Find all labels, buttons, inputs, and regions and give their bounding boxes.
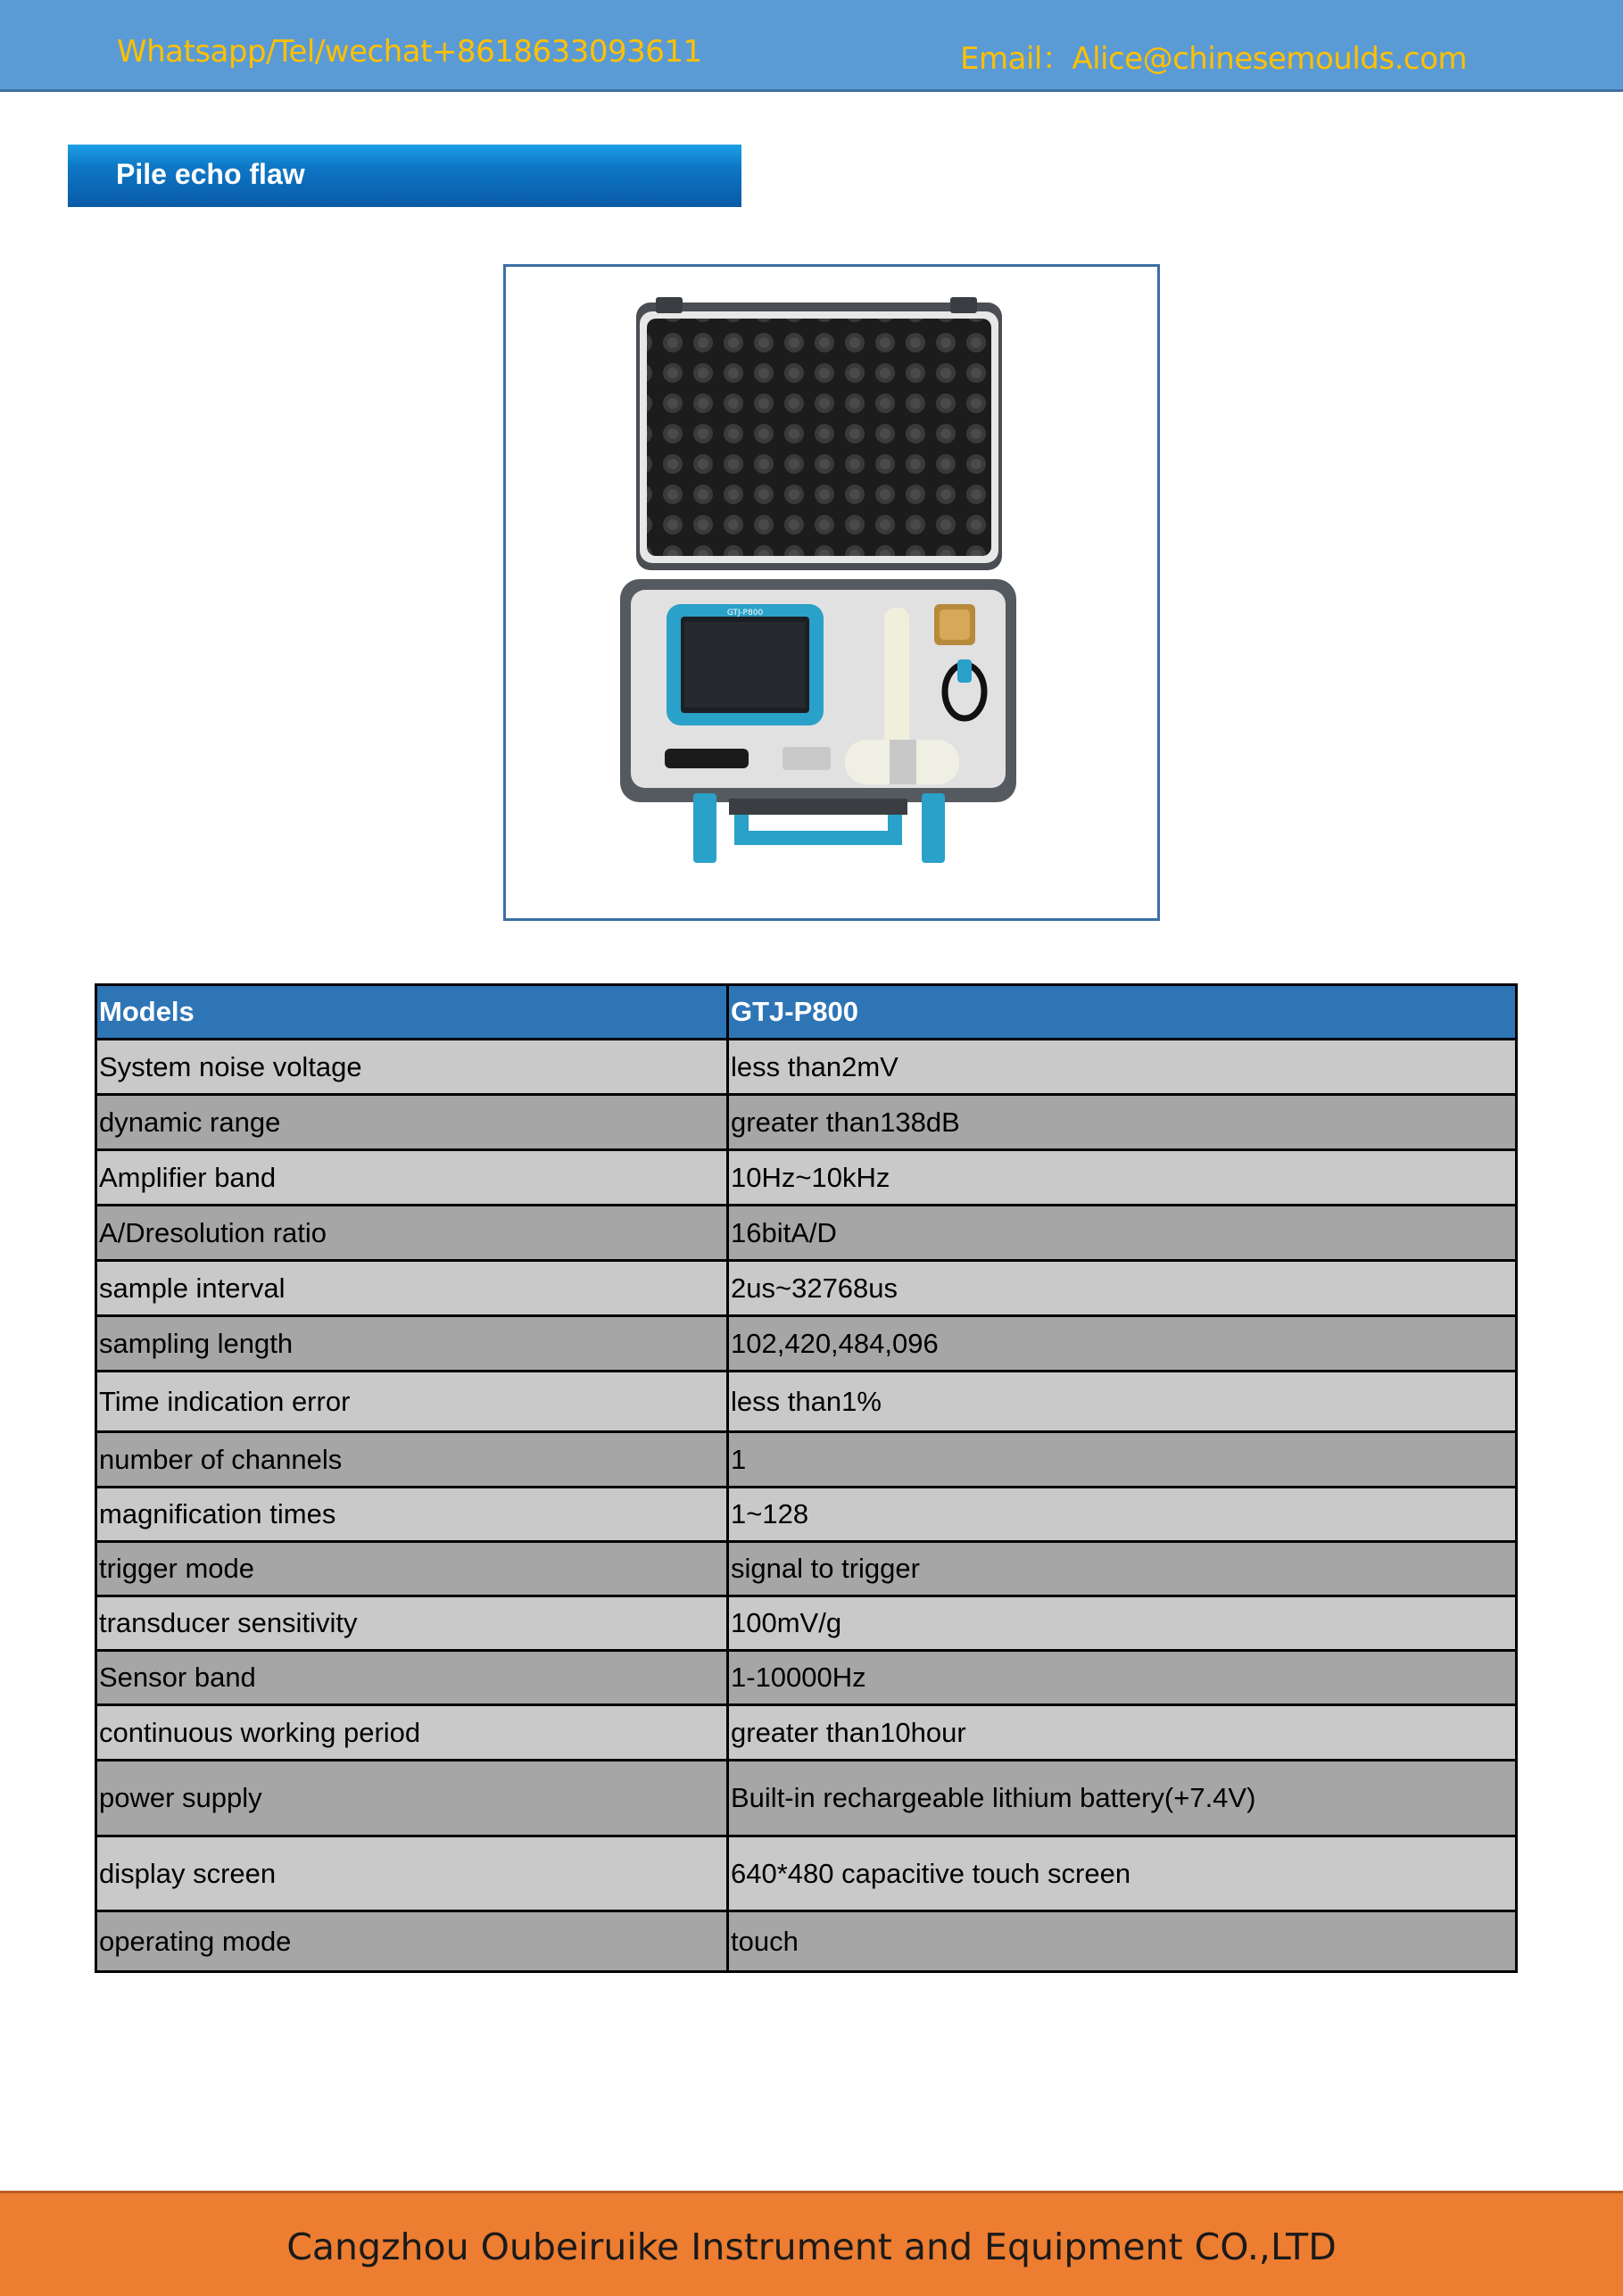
header-phone-text: Whatsapp/Tel/wechat+8618633093611 <box>117 34 702 70</box>
table-cell-label: Time indication error <box>96 1372 728 1432</box>
table-cell-label: Amplifier band <box>96 1150 728 1206</box>
table-cell-label: operating mode <box>96 1911 728 1972</box>
table-cell-label: dynamic range <box>96 1095 728 1150</box>
table-row <box>96 1596 1517 1651</box>
table-cell-label: trigger mode <box>96 1542 728 1596</box>
table-cell-label: power supply <box>96 1761 728 1836</box>
table-row <box>96 1316 1517 1372</box>
table-cell-value: greater than10hour <box>728 1705 1517 1761</box>
table-row <box>96 1261 1517 1316</box>
table-cell-value: Built-in rechargeable lithium battery(+7.4V) <box>728 1761 1517 1836</box>
table-header-row <box>96 985 1517 1040</box>
table-cell-value: 100mV/g <box>728 1596 1517 1651</box>
table-header-cell: GTJ-P800 <box>728 985 1517 1040</box>
footer-company-name: Cangzhou Oubeiruike Instrument and Equipment CO.,LTD <box>286 2226 1337 2268</box>
table-row <box>96 1040 1517 1095</box>
product-image-frame <box>503 264 1160 921</box>
table-cell-label: number of channels <box>96 1432 728 1488</box>
table-cell-label: A/Dresolution ratio <box>96 1206 728 1261</box>
section-title-banner <box>68 145 741 207</box>
table-row <box>96 1705 1517 1761</box>
table-cell-value: less than1% <box>728 1372 1517 1432</box>
table-row <box>96 1836 1517 1911</box>
table-cell-value: greater than138dB <box>728 1095 1517 1150</box>
product-photo-carrying-case-icon <box>506 267 1157 918</box>
table-cell-label: sample interval <box>96 1261 728 1316</box>
table-row <box>96 1150 1517 1206</box>
table-cell-value: 1~128 <box>728 1488 1517 1542</box>
table-cell-value: less than2mV <box>728 1040 1517 1095</box>
table-cell-value: signal to trigger <box>728 1542 1517 1596</box>
table-cell-value: 640*480 capacitive touch screen <box>728 1836 1517 1911</box>
table-cell-label: magnification times <box>96 1488 728 1542</box>
device-screen-title: GTJ-P800 <box>726 609 764 618</box>
table-cell-value: 102,420,484,096 <box>728 1316 1517 1372</box>
section-title: Pile echo flaw <box>116 158 305 190</box>
table-cell-label: sampling length <box>96 1316 728 1372</box>
table-row <box>96 1432 1517 1488</box>
table-row <box>96 1372 1517 1432</box>
table-row <box>96 1761 1517 1836</box>
company-footer-bar <box>0 2191 1623 2296</box>
table-cell-value: 16bitA/D <box>728 1206 1517 1261</box>
table-cell-value: 2us~32768us <box>728 1261 1517 1316</box>
table-cell-value: touch <box>728 1911 1517 1972</box>
table-row <box>96 1651 1517 1705</box>
header-email-text: Email：Alice@chinesemoulds.com <box>960 41 1468 77</box>
specification-table <box>95 983 1518 1973</box>
table-row <box>96 1911 1517 1972</box>
table-cell-label: transducer sensitivity <box>96 1596 728 1651</box>
table-cell-label: Sensor band <box>96 1651 728 1705</box>
table-row <box>96 1206 1517 1261</box>
table-cell-label: System noise voltage <box>96 1040 728 1095</box>
table-cell-label: continuous working period <box>96 1705 728 1761</box>
table-cell-value: 1-10000Hz <box>728 1651 1517 1705</box>
table-cell-value: 1 <box>728 1432 1517 1488</box>
contact-header-bar <box>0 0 1623 92</box>
table-cell-label: display screen <box>96 1836 728 1911</box>
table-header-cell: Models <box>96 985 728 1040</box>
table-row <box>96 1095 1517 1150</box>
table-row <box>96 1488 1517 1542</box>
table-row <box>96 1542 1517 1596</box>
table-cell-value: 10Hz~10kHz <box>728 1150 1517 1206</box>
